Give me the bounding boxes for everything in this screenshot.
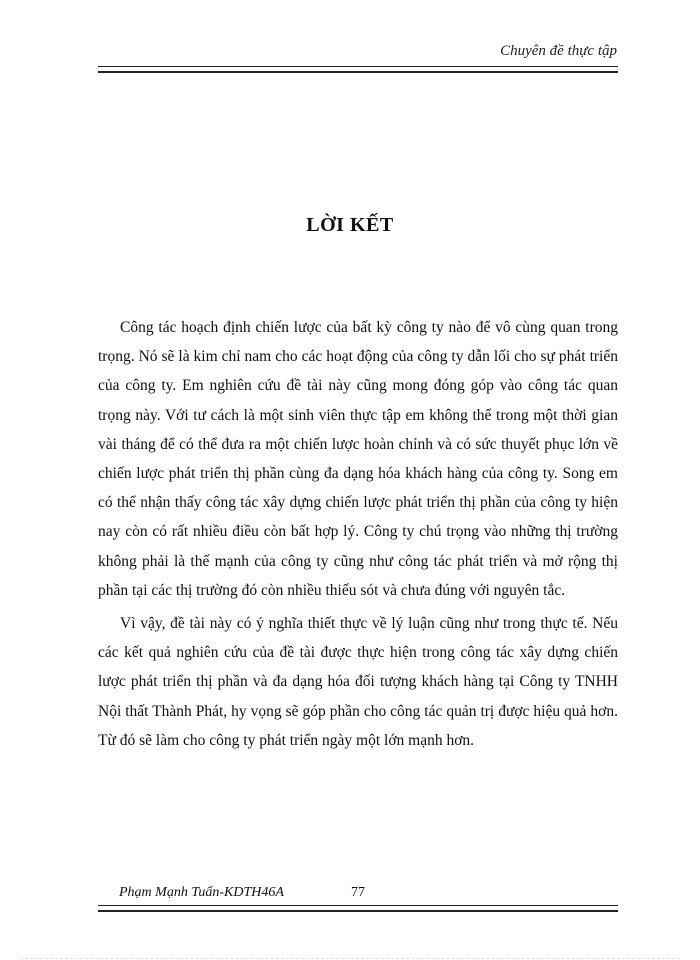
- paragraph-2: Vì vậy, đề tài này có ý nghĩa thiết thực về lý luận cũng như trong thực tế. Nếu các kết quả nghiên cứu của đề tài được thực hiện trong công tác xây dựng chiến lược phát triển thị phần và đa dạng hóa đối tượng khách hàng tại Công ty TNHH Nội thất Thành Phát, hy vọng sẽ góp phần cho công tác quản trị được hiệu quả hơn. Từ đó sẽ làm cho công ty phát triển ngày một lớn mạnh hơn.: [98, 615, 618, 749]
- footer-rule: [98, 905, 618, 912]
- chapter-title: LỜI KẾT: [306, 214, 394, 236]
- header-rule: [98, 66, 618, 73]
- header-title: Chuyên đề thực tập: [500, 43, 617, 59]
- body-text: [98, 313, 618, 759]
- paragraph-1: Công tác hoạch định chiến lược của bất kỳ công ty nào để vô cùng quan trong trọng. Nó sẽ là kim chỉ nam cho các hoạt động của công ty dẫn lối cho sự phát triển của công ty. Em nghiên cứu đề tài này cũng mong đóng góp vào công tác quan trọng này. Với tư cách là một sinh viên thực tập em không thể trong một thời gian vài tháng để có thể đưa ra một chiến lược hoàn chỉnh và có sức thuyết phục lớn về chiến lược phát triển thị phần cùng đa dạng hóa khách hàng của công ty. Song em có thể nhận thấy công tác xây dựng chiến lược phát triển thị phần của công ty hiện nay còn có rất nhiều điều còn bất hợp lý. Công ty chú trọng vào những thị trường không phải là thế mạnh của công ty cũng như công tác phát triển và mở rộng thị phần tại các thị trường đó còn nhiều thiếu sót và chưa đúng với nguyên tắc.: [98, 319, 618, 599]
- footer-author: Phạm Mạnh Tuấn-KDTH46A: [119, 885, 284, 900]
- page-number: 77: [351, 885, 365, 900]
